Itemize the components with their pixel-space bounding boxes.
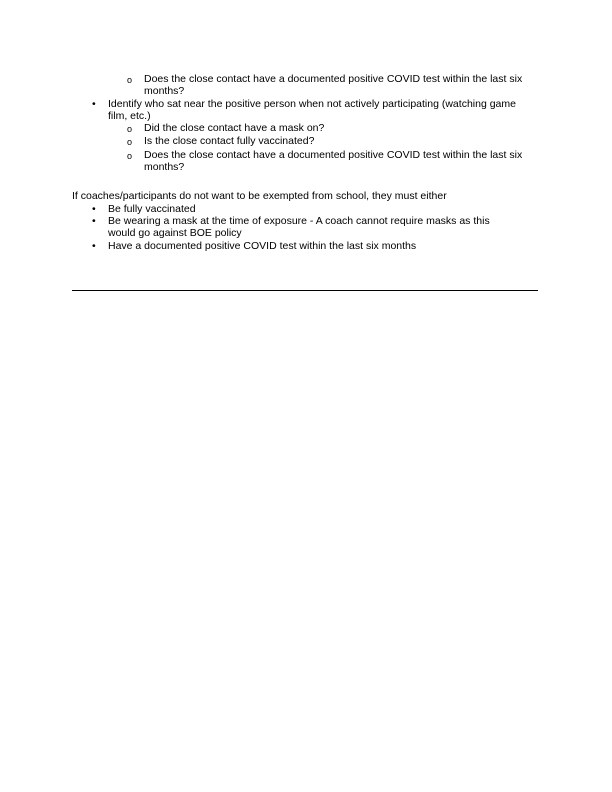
sub-bullet-marker: o [127, 124, 133, 134]
list-item: Identify who sat near the positive person when not actively participating (watching game film, etc.) [108, 98, 516, 123]
sub-list-item: Did the close contact have a mask on? [144, 122, 325, 134]
horizontal-rule [72, 290, 538, 291]
sub-bullet-marker: o [127, 137, 133, 147]
exemption-intro: If coaches/participants do not want to be exempted from school, they must either [72, 190, 447, 202]
sub-list-item: Is the close contact fully vaccinated? [144, 135, 315, 147]
sub-list-item: Does the close contact have a documented positive COVID test within the last six months? [144, 73, 523, 98]
bullet-marker: • [92, 98, 96, 110]
sub-list-item: Does the close contact have a documented positive COVID test within the last six months? [144, 149, 523, 174]
sub-bullet-marker: o [127, 75, 133, 85]
list-item: Be wearing a mask at the time of exposure - A coach cannot require masks as this would go against BOE policy [108, 215, 490, 240]
list-item: Have a documented positive COVID test within the last six months [108, 240, 417, 252]
sub-bullet-marker: o [127, 151, 133, 161]
bullet-marker: • [92, 203, 96, 215]
bullet-marker: • [92, 215, 96, 227]
list-item: Be fully vaccinated [108, 203, 196, 215]
bullet-marker: • [92, 240, 96, 252]
